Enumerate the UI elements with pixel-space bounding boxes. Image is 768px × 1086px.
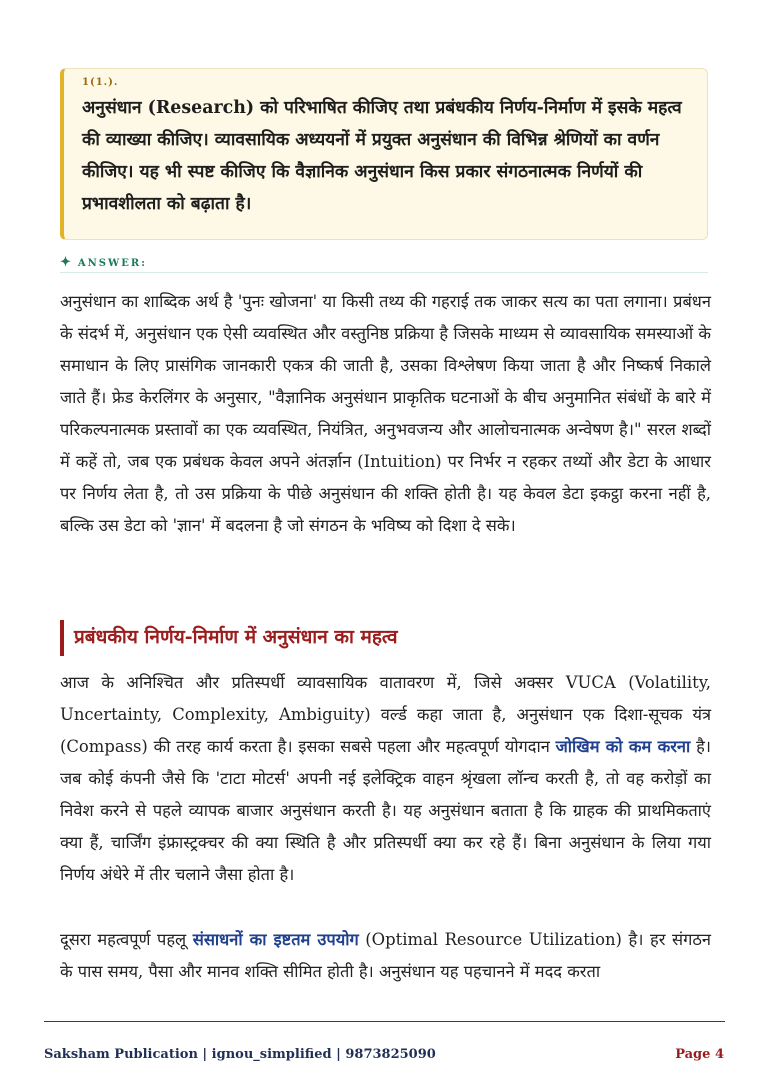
importance-paragraph-1 [60, 667, 711, 891]
footer-divider [44, 1021, 725, 1022]
intro-paragraph: अनुसंधान का शाब्दिक अर्थ है 'पुनः खोजना' या किसी तथ्य की गहराई तक जाकर सत्य का पता लगाना। प्रबंधन के संदर्भ में, अनुसंधान एक ऐसी व्यवस्थित और वस्तुनिष्ठ प्रक्रिया है जिसके माध्यम से व्यावसायिक समस्याओं के समाधान के लिए प्रासंगिक जानकारी एकत्र की जाती है, उसका विश्लेषण किया जाता है और निष्कर्ष निकाले जाते हैं। फ्रेड केरलिंगर के अनुसार, "वैज्ञानिक अनुसंधान प्राकृतिक घटनाओं के बीच अनुमानित संबंधों के बारे में परिकल्पनात्मक प्रस्तावों का एक व्यवस्थित, नियंत्रित, अनुभवजन्य और आलोचनात्मक अन्वेषण है।" सरल शब्दों में कहें तो, जब एक प्रबंधक केवल अपने अंतर्ज्ञान (Intuition) पर निर्भर न रहकर तथ्यों और डेटा के आधार पर निर्णय लेता है, तो उस प्रक्रिया के पीछे अनुसंधान की शक्ति होती है। यह केवल डेटा इकट्ठा करना नहीं है, बल्कि उस डेटा को 'ज्ञान' में बदलना है जो संगठन के भविष्य को दिशा दे सके। [60, 292, 711, 535]
answer-label [60, 255, 147, 270]
question-number: 1(1.). [82, 77, 119, 88]
answer-divider [60, 272, 708, 273]
question-box [60, 68, 708, 240]
highlight-resource-utilization: संसाधनों का इष्टतम उपयोग [192, 930, 359, 949]
importance-paragraph-2 [60, 924, 711, 988]
paragraph-text: है। जब कोई कंपनी जैसे कि 'टाटा मोटर्स' अपनी नई इलेक्ट्रिक वाहन श्रृंखला लॉन्च करती है, तो वह करोड़ों का निवेश करने से पहले व्यापक बाजार अनुसंधान करती है। यह अनुसंधान बताता है कि ग्राहक की प्राथमिकताएं क्या हैं, चार्जिंग इंफ्रास्ट्रक्चर की क्या स्थिति है और प्रतिस्पर्धी क्या कर रहे हैं। बिना अनुसंधान के लिया गया निर्णय अंधेरे में तीर चलाने जैसा होता है। [60, 737, 711, 884]
paragraph-text: (Optimal Resource Utilization) है। हर संगठन के पास समय, पैसा और मानव शक्ति सीमित होती है। अनुसंधान यह पहचानने में मदद करता [60, 930, 711, 981]
paragraph-text: दूसरा महत्वपूर्ण पहलू [60, 930, 193, 949]
page-number: Page 4 [675, 1047, 724, 1062]
question-text: अनुसंधान (Research) को परिभाषित कीजिए तथा प्रबंधकीय निर्णय-निर्माण में इसके महत्व की व्याख्या कीजिए। व्यावसायिक अध्ययनों में प्रयुक्त अनुसंधान की विभिन्न श्रेणियों का वर्णन कीजिए। यह भी स्पष्ट कीजिए कि वैज्ञानिक अनुसंधान किस प्रकार संगठनात्मक निर्णयों की प्रभावशीलता को बढ़ाता है। [82, 98, 682, 214]
answer-label-text: ANSWER: [77, 258, 147, 269]
section-heading: प्रबंधकीय निर्णय-निर्माण में अनुसंधान का महत्व [60, 620, 710, 656]
highlight-risk-reduction: जोखिम को कम करना [555, 737, 691, 756]
paragraph-text: आज के अनिश्चित और प्रतिस्पर्धी व्यावसायिक वातावरण में, जिसे अक्सर VUCA (Volatility, Uncertainty, Complexity, Ambiguity) वर्ल्ड कहा जाता है, अनुसंधान एक दिशा-सूचक यंत्र (Compass) की तरह कार्य करता है। इसका सबसे पहला और महत्वपूर्ण योगदान [60, 673, 711, 756]
sparkle-icon: ✦ [60, 255, 73, 270]
footer-publisher: Saksham Publication | ignou_simplified | 9873825090 [44, 1047, 436, 1062]
